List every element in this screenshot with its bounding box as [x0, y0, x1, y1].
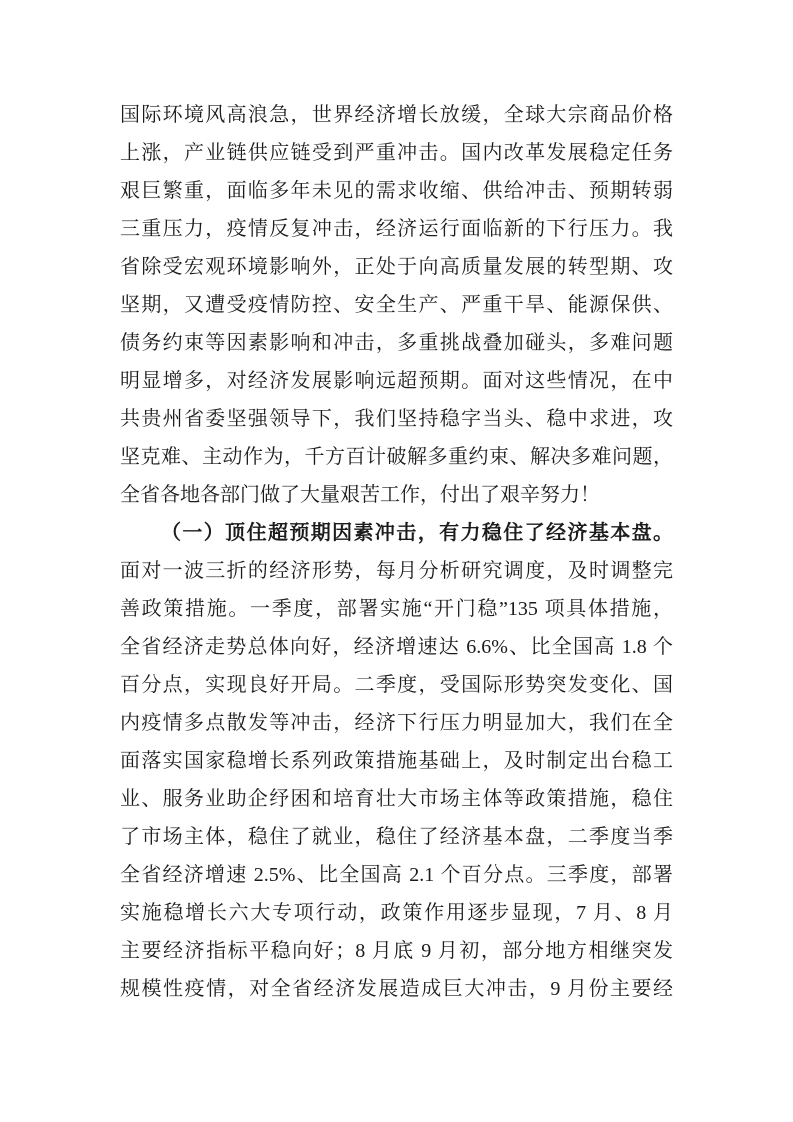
text-line: 债务约束等因素影响和冲击，多重挑战叠加碰头，多难问题: [120, 332, 673, 354]
text-line: 省除受宏观环境影响外，正处于向高质量发展的转型期、攻: [120, 256, 673, 278]
text-line: 全省各地各部门做了大量艰苦工作，付出了艰辛努力！: [120, 484, 600, 506]
text-line: 实施稳增长六大专项行动，政策作用逐步显现，7 月、8 月: [120, 902, 673, 924]
text-line: 三重压力，疫情反复冲击，经济运行面临新的下行压力。我: [120, 218, 673, 240]
text-line: 全省经济增速 2.5%、比全国高 2.1 个百分点。三季度，部署: [120, 864, 673, 886]
text-line: 面落实国家稳增长系列政策措施基础上，及时制定出台稳工: [120, 750, 673, 772]
paragraph-continuation: [120, 96, 673, 514]
text-line: 了市场主体，稳住了就业，稳住了经济基本盘，二季度当季: [120, 826, 673, 848]
text-line: 面对一波三折的经济形势，每月分析研究调度，及时调整完: [120, 560, 673, 582]
text-line: 百分点，实现良好开局。二季度，受国际形势突发变化、国: [120, 674, 673, 696]
text-line: 坚克难、主动作为，千方百计破解多重约束、解决多难问题，: [120, 446, 673, 468]
text-line: 善政策措施。一季度，部署实施“开门稳”135 项具体措施，: [120, 598, 673, 620]
document-body: [120, 96, 673, 1008]
text-line: 内疫情多点散发等冲击，经济下行压力明显加大，我们在全: [120, 712, 673, 734]
text-line: 共贵州省委坚强领导下，我们坚持稳字当头、稳中求进，攻: [120, 408, 673, 430]
text-line: 规模性疫情，对全省经济发展造成巨大冲击，9 月份主要经: [120, 978, 673, 1000]
text-line: 主要经济指标平稳向好；8 月底 9 月初，部分地方相继突发: [120, 940, 673, 962]
section-heading-line: （一）顶住超预期因素冲击，有力稳住了经济基本盘。: [161, 522, 673, 544]
text-line: 坚期，又遭受疫情防控、安全生产、严重干旱、能源保供、: [120, 294, 673, 316]
text-line: 上涨，产业链供应链受到严重冲击。国内改革发展稳定任务: [120, 142, 673, 164]
paragraph-section-one: [120, 514, 673, 1008]
text-line: 艰巨繁重，面临多年未见的需求收缩、供给冲击、预期转弱: [120, 180, 673, 202]
text-line: 全省经济走势总体向好，经济增速达 6.6%、比全国高 1.8 个: [120, 636, 673, 658]
text-line: 明显增多，对经济发展影响远超预期。面对这些情况，在中: [120, 370, 673, 392]
text-line: 业、服务业助企纾困和培育壮大市场主体等政策措施，稳住: [120, 788, 673, 810]
text-line: 国际环境风高浪急，世界经济增长放缓，全球大宗商品价格: [120, 104, 673, 126]
